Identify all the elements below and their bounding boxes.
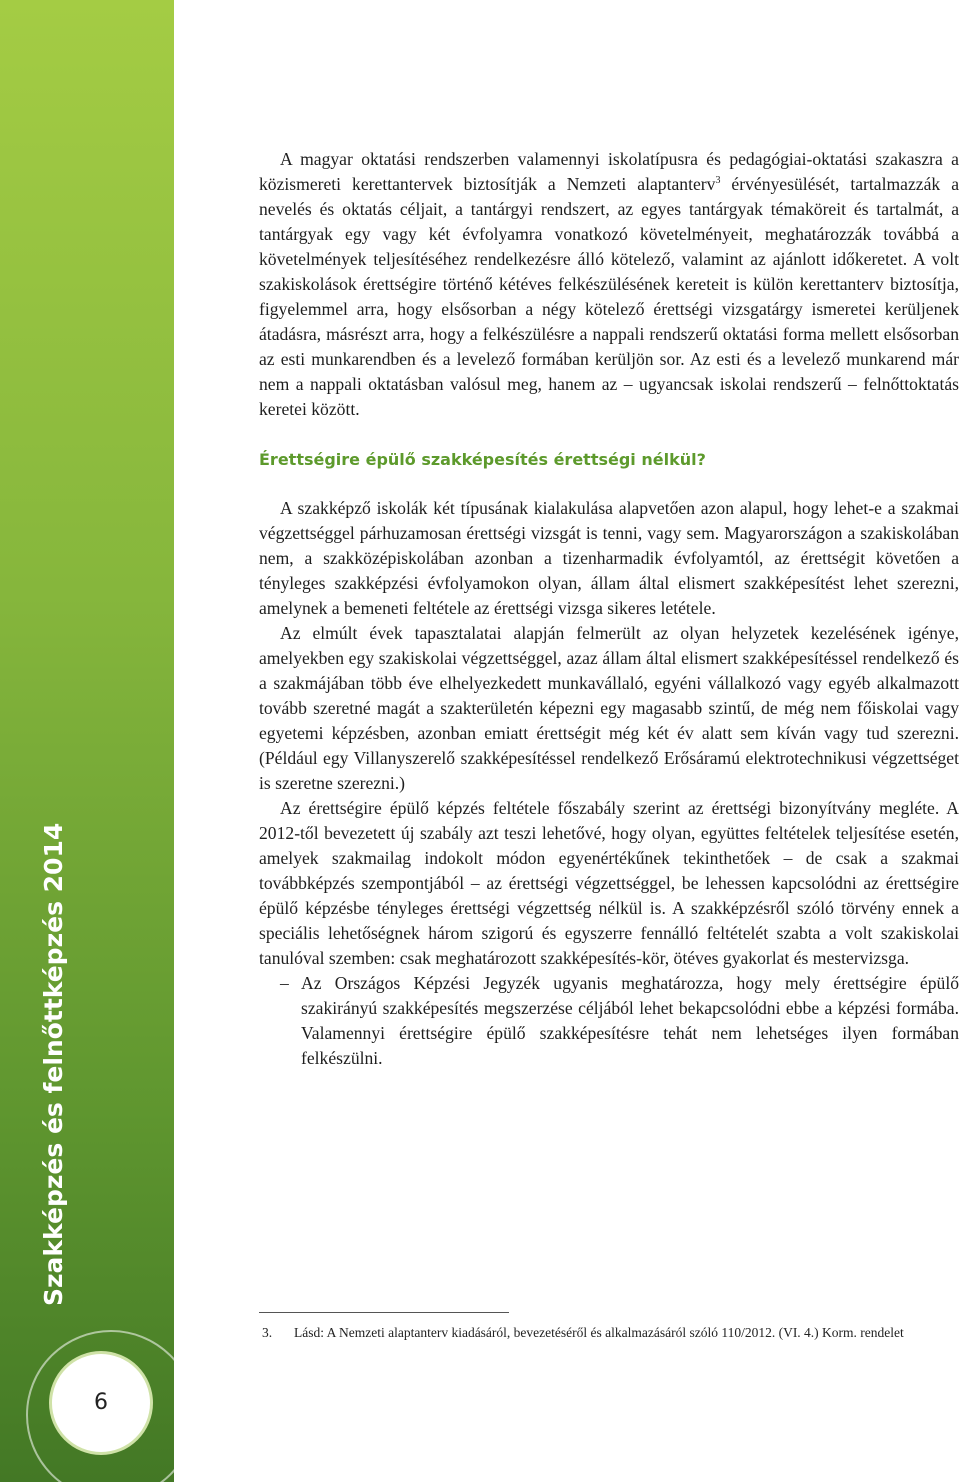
paragraph-4: Az érettségire épülő képzés feltétele főszabály szerint az érettségi bizonyítvány megléte. A 2012-től bevezetett új szabály azt teszi lehetővé, hogy olyan, együttes feltételek teljesítése esetén, amelyek szakmailag indokolt módon egyenértékűnek tekinthetőek – de csak a szakmai továbbképzés szempontjából – az érettségi végzettséggel, be lehessen kapcsolódni az érettségire épülő képzésbe tényleges érettségi végzettség nélkül is. A szakképzésről szóló törvény ennek a speciális lehetőségnek három szigorú és egyszerre fennálló feltételét szabta a volt szakiskolai tanulóval szemben: csak meghatározott szakképesítés-kör, ötéves gyakorlat és mestervizsga. [259, 798, 959, 968]
paragraph-1-start: A magyar oktatási rendszerben valamennyi iskolatípusra és pedagógiai-oktatási szakaszra a közismereti kerettantervek biztosítják a Nemzeti alaptanterv [259, 149, 959, 194]
paragraph-3: Az elmúlt évek tapasztalatai alapján felmerült az olyan helyzetek kezelésének igénye, amelyekben egy szakiskolai végzettséggel, azaz állam által elismert szakképesítéssel rendelkező és a szakmájában több éve elhelyezkedett munkavállaló, egyéni vállalkozó vagy egyéb alkalmazott tovább szeretné magát a szakterületén képezni egy magasabb szintű, de még nem főiskolai vagy egyetemi képzésben, azonban emiatt érettségit még két év alatt sem kíván vagy tud szerezni. (Például egy Villanyszerelő szakképesítéssel rendelkező Erősáramú elektrotechnikusi végzettséget is szeretne szerezni.) [259, 623, 959, 793]
footnote-reference[interactable]: 3 [715, 175, 721, 187]
footnote [262, 1323, 960, 1343]
main-content [259, 147, 959, 1071]
paragraph-1-end: érvényesülését, tartalmazzák a nevelés és oktatás céljait, a tantárgyi rendszert, az egyes tantárgyak témaköreit és tartalmát, a tantárgyak egy vagy két évfolyamra vonatkozó követelményeit, meghatározzák továbbá a követelmények teljesítéséhez rendelkezésre álló kötelező, valamint az ajánlott időkeretet. A volt szakiskolások érettségire történő kétéves felkészülésének kereteit is külön kerettanterv biztosítja, figyelemmel arra, hogy elsősorban a négy kötelező érettségi vizsgatárgy ismeretei kerüljenek átadásra, másrészt arra, hogy a felkészülésre a nappali rendszerű oktatási forma mellett elsősorban az esti munkarendben és a levelező formában kerüljön sor. Az esti és a levelező munkarend már nem a nappali oktatásban valósul meg, hanem az – ugyancsak iskolai rendszerű – felnőttoktatás keretei között. [259, 174, 959, 419]
sidebar-title: Szakképzés és felnőttképzés 2014 [39, 822, 68, 1306]
dash-list-item-text: Az Országos Képzési Jegyzék ugyanis meghatározza, hogy mely érettségire épülő szakirányú szakképesítés megszerzése céljából lehet bekapcsolódni ebbe a képzési formába. Valamennyi érettségire épülő szakképesítésre tehát nem lehetséges ilyen formában felkészülni. [301, 973, 959, 1068]
sidebar [0, 0, 174, 1482]
section-heading: Érettségire épülő szakképesítés érettségi nélkül? [259, 450, 706, 469]
dash-list-item [259, 971, 959, 1071]
footnote-number: 3. [262, 1325, 273, 1340]
page-number: 6 [94, 1390, 108, 1415]
paragraph-2: A szakképző iskolák két típusának kialakulása alapvetően azon alapul, hogy lehet-e a szakmai végzettséggel párhuzamosan érettségi vizsgát is tenni, vagy sem. Magyarországon a szakiskolában nem, a szakközépiskolában azonban a tizenharmadik évfolyamtól, az érettségit követően a tényleges szakképzési évfolyamokon olyan, állam által elismert szakképesítést lehet szerezni, amelynek a bemeneti feltétele az érettségi vizsga sikeres letétele. [259, 498, 959, 618]
footnote-text: Lásd: A Nemzeti alaptanterv kiadásáról, bevezetéséről és alkalmazásáról szóló 110/2012. (VI. 4.) Korm. rendelet [294, 1325, 904, 1340]
dash-bullet: – [280, 973, 289, 993]
footnote-divider [259, 1312, 509, 1313]
paragraph-1 [259, 147, 959, 422]
